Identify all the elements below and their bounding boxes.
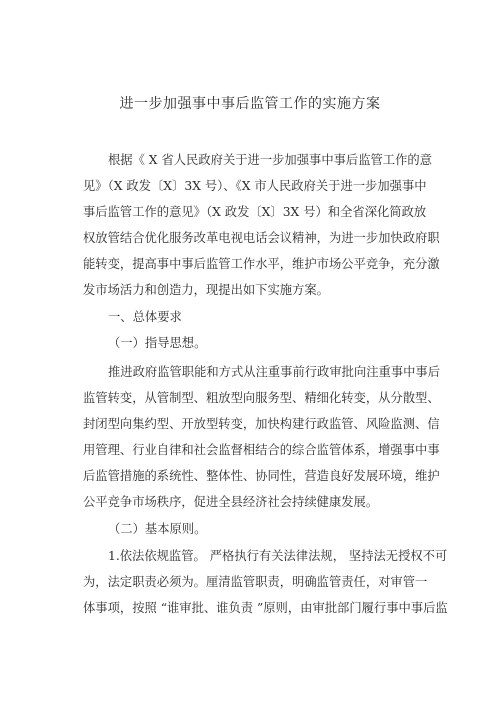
paragraph-line: 1.依法依规监管。 严格执行有关法律法规， 坚持法无授权不可 bbox=[108, 549, 448, 563]
paragraph-line: 后监管措施的系统性、整体性、协同性，营造良好发展环境，维护 bbox=[83, 469, 440, 483]
paragraph-line: 事后监管工作的意见》（X 政发〔X〕3X 号）和全省深化简政放 bbox=[83, 205, 427, 219]
paragraph-line: 监管转变，从管制型、粗放型向服务型、精细化转变，从分散型、 bbox=[83, 391, 440, 405]
paragraph-line: 公平竞争市场秩序，促进全县经济社会持续健康发展。 bbox=[83, 495, 379, 509]
paragraph-line: 见》（X 政发〔X〕3X 号）、《X 市人民政府关于进一步加强事中 bbox=[83, 179, 427, 193]
paragraph-line: 发市场活力和创造力，现提出如下实施方案。 bbox=[83, 283, 329, 297]
subsection-heading: （一）指导思想。 bbox=[108, 336, 207, 350]
paragraph-line: 权放管结合优化服务改革电视电话会议精神，为进一步加快政府职 bbox=[83, 231, 440, 245]
paragraph-line: 用管理、行业自律和社会监督相结合的综合监管体系，增强事中事 bbox=[83, 443, 440, 457]
paragraph-line: 封闭型向集约型、开放型转变，加快构建行政监管、风险监测、信 bbox=[83, 417, 440, 431]
paragraph-line: 根据《 X 省人民政府关于进一步加强事中事后监管工作的意 bbox=[108, 153, 432, 167]
paragraph-line: 为，法定职责必须为。厘清监管职责，明确监管责任，对审管一 bbox=[83, 575, 428, 589]
subsection-heading: （二）基本原则。 bbox=[108, 522, 207, 536]
paragraph-line: 推进政府监管职能和方式从注重事前行政审批向注重事中事后 bbox=[108, 365, 441, 379]
paragraph-line: 体事项，按照 “谁审批、谁负责 ”原则，由审批部门履行事中事后监 bbox=[83, 601, 448, 615]
paragraph-line: 能转变，提高事中事后监管工作水平，维护市场公平竞争，充分激 bbox=[83, 257, 440, 271]
section-heading: 一、总体要求 bbox=[108, 310, 182, 324]
document-title: 进一步加强事中事后监管工作的实施方案 bbox=[119, 96, 381, 112]
